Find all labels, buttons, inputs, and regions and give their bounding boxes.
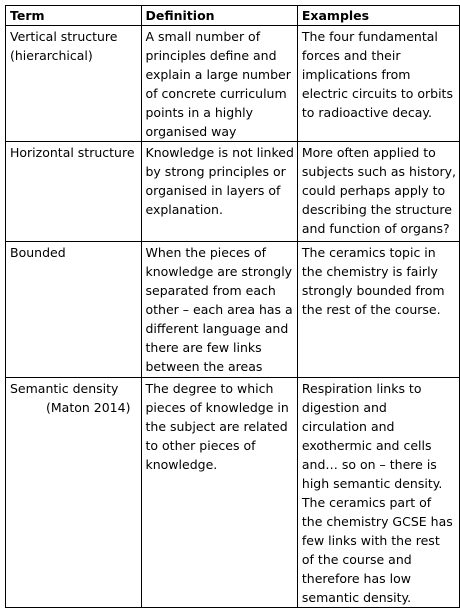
header-term: Term [6, 6, 142, 26]
examples-text: therefore has low [301, 571, 411, 586]
examples-text: describing the structure [301, 202, 452, 217]
term-text: Horizontal structure [10, 145, 135, 160]
term-text: Bounded [10, 245, 66, 260]
term-text: Semantic density [10, 381, 119, 396]
terms-table [5, 5, 460, 608]
term-cell [6, 142, 142, 242]
table-row [6, 378, 460, 608]
definition-text: organised in layers of [145, 183, 281, 198]
examples-text: More often applied to [301, 145, 436, 160]
examples-text: and function of organs? [301, 221, 450, 236]
definition-cell [141, 378, 297, 608]
term-cell [6, 26, 142, 142]
examples-text: the rest of the course. [301, 302, 441, 317]
definition-text: Knowledge is not linked [145, 145, 294, 160]
definition-text: organised way [145, 124, 237, 139]
examples-text: strongly bounded from [301, 283, 445, 298]
definition-text: The degree to which [145, 381, 274, 396]
examples-text: The four fundamental [301, 29, 438, 44]
examples-text: few links with the rest [301, 533, 440, 548]
table-row [6, 26, 460, 142]
examples-text: the chemistry is fairly [301, 264, 438, 279]
examples-cell [297, 26, 459, 142]
examples-text: forces and their [301, 48, 401, 63]
term-citation: (Maton 2014) [46, 400, 131, 415]
definition-text: of concrete curriculum [145, 86, 287, 101]
examples-text: The ceramics part of [301, 495, 432, 510]
definition-text: explain a large number [145, 67, 291, 82]
definition-text: other – each area has a [145, 302, 293, 317]
examples-text: and… so on – there is [301, 457, 437, 472]
examples-text: circulation and [301, 419, 395, 434]
definition-text: principles define and [145, 48, 277, 63]
examples-text: Respiration links to [301, 381, 422, 396]
table-row [6, 142, 460, 242]
definition-text: the subject are related [145, 419, 288, 434]
examples-text: semantic density. [301, 590, 412, 605]
definition-cell [141, 142, 297, 242]
definition-text: knowledge. [145, 457, 218, 472]
definition-text: knowledge are strongly [145, 264, 293, 279]
examples-text: the chemistry GCSE has [301, 514, 453, 529]
header-row [6, 6, 460, 26]
examples-text: subjects such as history, [301, 164, 456, 179]
examples-text: exothermic and cells [301, 438, 432, 453]
examples-text: electric circuits to orbits [301, 86, 453, 101]
definition-text: there are few links [145, 340, 262, 355]
examples-text: of the course and [301, 552, 412, 567]
definition-text: between the areas [145, 359, 263, 374]
examples-text: high semantic density. [301, 476, 443, 491]
table-row [6, 242, 460, 378]
examples-text: The ceramics topic in [301, 245, 436, 260]
definition-text: pieces of knowledge in [145, 400, 289, 415]
definition-cell [141, 26, 297, 142]
header-examples: Examples [297, 6, 459, 26]
term-cell [6, 378, 142, 608]
examples-cell [297, 142, 459, 242]
definition-text: separated from each [145, 283, 276, 298]
definition-text: explanation. [145, 202, 223, 217]
definition-cell [141, 242, 297, 378]
definition-text: by strong principles or [145, 164, 286, 179]
examples-text: digestion and [301, 400, 387, 415]
examples-text: could perhaps apply to [301, 183, 446, 198]
definition-text: different language and [145, 321, 289, 336]
definition-text: When the pieces of [145, 245, 267, 260]
term-text: Vertical structure [10, 29, 118, 44]
definition-text: points in a highly [145, 105, 253, 120]
examples-text: implications from [301, 67, 411, 82]
term-cell [6, 242, 142, 378]
definition-text: A small number of [145, 29, 261, 44]
document [5, 5, 460, 608]
examples-text: to radioactive decay. [301, 105, 432, 120]
examples-cell [297, 378, 459, 608]
examples-cell [297, 242, 459, 378]
header-definition: Definition [141, 6, 297, 26]
term-text: (hierarchical) [10, 48, 93, 63]
definition-text: to other pieces of [145, 438, 256, 453]
